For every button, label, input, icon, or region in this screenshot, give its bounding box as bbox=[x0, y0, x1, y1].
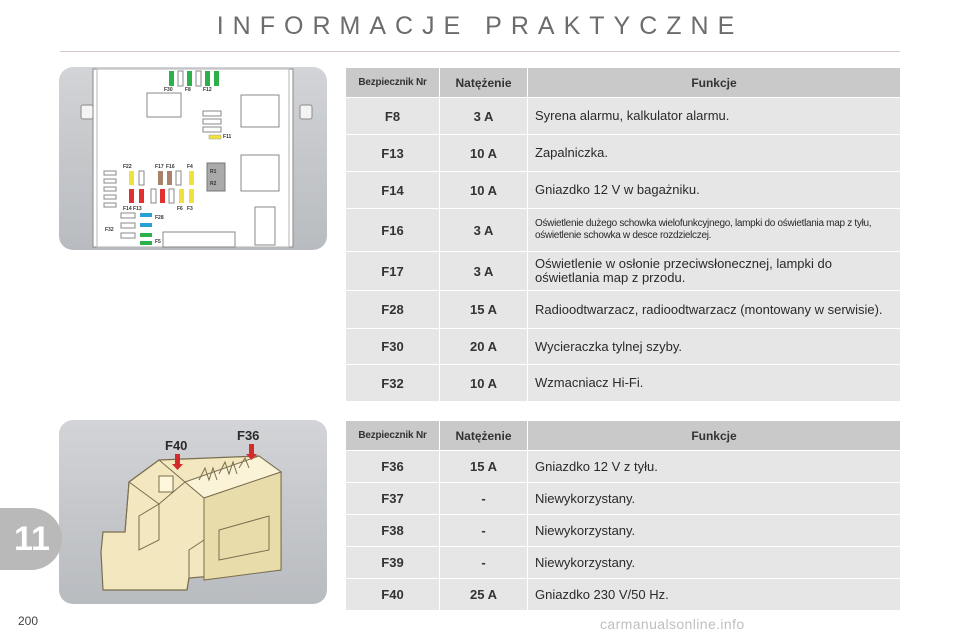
fuse-number: F32 bbox=[346, 365, 440, 402]
label-f6: F6 bbox=[177, 206, 183, 212]
table-header-row bbox=[346, 421, 901, 451]
fuse-number: F36 bbox=[346, 451, 440, 483]
column-header-fuse-number: Bezpiecznik Nr bbox=[346, 421, 440, 451]
label-f17: F17 bbox=[155, 164, 164, 170]
fuse-current: - bbox=[440, 483, 528, 515]
table-row bbox=[346, 579, 901, 611]
column-header-functions: Funkcje bbox=[528, 421, 901, 451]
fuse-number: F39 bbox=[346, 547, 440, 579]
chapter-tab bbox=[0, 508, 62, 570]
page-number: 200 bbox=[18, 614, 39, 628]
fuse-number: F17 bbox=[346, 252, 440, 291]
fuse-current: 3 A bbox=[440, 98, 528, 135]
column-header-functions: Funkcje bbox=[528, 68, 901, 98]
fuse-current: 3 A bbox=[440, 252, 528, 291]
fuse-table-dashboard bbox=[345, 67, 901, 402]
fuse-function: Oświetlenie dużego schowka wielofunkcyjnego, lampki do oświetlania map z tyłu, oświetlenie schowka w desce rozdzielczej. bbox=[528, 209, 901, 252]
fuse-function: Niewykorzystany. bbox=[528, 515, 901, 547]
fuse-number: F16 bbox=[346, 209, 440, 252]
fuse-number: F14 bbox=[346, 172, 440, 209]
table-row bbox=[346, 209, 901, 252]
fuse-function: Wycieraczka tylnej szyby. bbox=[528, 329, 901, 365]
page-title: INFORMACJE PRAKTYCZNE bbox=[216, 12, 744, 40]
fuse-table-additional bbox=[345, 420, 901, 611]
title-divider bbox=[60, 51, 900, 52]
fuse-number: F28 bbox=[346, 291, 440, 329]
label-f22: F22 bbox=[123, 164, 132, 170]
fuse-current: 25 A bbox=[440, 579, 528, 611]
label-f14: F14 bbox=[123, 206, 132, 212]
fuse-current: 10 A bbox=[440, 135, 528, 172]
fuse-current: - bbox=[440, 547, 528, 579]
fuse-function: Syrena alarmu, kalkulator alarmu. bbox=[528, 98, 901, 135]
fuse-function: Gniazdko 12 V w bagażniku. bbox=[528, 172, 901, 209]
label-f13: F13 bbox=[133, 206, 142, 212]
fuse-current: 20 A bbox=[440, 329, 528, 365]
fuse-current: 15 A bbox=[440, 291, 528, 329]
chapter-number: 11 bbox=[14, 520, 50, 558]
label-r2: R2 bbox=[210, 181, 217, 187]
fuse-function: Zapalniczka. bbox=[528, 135, 901, 172]
fuse-current: 15 A bbox=[440, 451, 528, 483]
label-f36: F36 bbox=[237, 428, 260, 443]
table-row bbox=[346, 98, 901, 135]
fuse-box-diagram-dashboard bbox=[59, 67, 327, 250]
label-f40: F40 bbox=[165, 438, 188, 453]
fuse-function: Oświetlenie w osłonie przeciwsłonecznej, lampki do oświetlania map z przodu. bbox=[528, 252, 901, 291]
column-header-current: Natężenie bbox=[440, 68, 528, 98]
relay-block bbox=[207, 163, 225, 191]
table-row bbox=[346, 547, 901, 579]
fuse-number: F37 bbox=[346, 483, 440, 515]
table-row bbox=[346, 329, 901, 365]
label-f28: F28 bbox=[155, 215, 164, 221]
label-f4: F4 bbox=[187, 164, 193, 170]
fuse-function: Niewykorzystany. bbox=[528, 483, 901, 515]
column-header-fuse-number: Bezpiecznik Nr bbox=[346, 68, 440, 98]
table-row bbox=[346, 291, 901, 329]
fuse-current: 3 A bbox=[440, 209, 528, 252]
fuse-function: Gniazdko 230 V/50 Hz. bbox=[528, 579, 901, 611]
table-header-row bbox=[346, 68, 901, 98]
label-f16: F16 bbox=[166, 164, 175, 170]
fuse-current: 10 A bbox=[440, 365, 528, 402]
table-row bbox=[346, 483, 901, 515]
fuse-current: 10 A bbox=[440, 172, 528, 209]
fuse-number: F40 bbox=[346, 579, 440, 611]
label-r1: R1 bbox=[210, 169, 217, 175]
label-f32: F32 bbox=[105, 227, 114, 233]
table-row bbox=[346, 365, 901, 402]
fuse-current: - bbox=[440, 515, 528, 547]
label-f3: F3 bbox=[187, 206, 193, 212]
fuse-number: F38 bbox=[346, 515, 440, 547]
fuse-number: F30 bbox=[346, 329, 440, 365]
table-row bbox=[346, 135, 901, 172]
fuse-function: Niewykorzystany. bbox=[528, 547, 901, 579]
table-row bbox=[346, 252, 901, 291]
label-f12: F12 bbox=[203, 87, 212, 93]
fuse-number: F13 bbox=[346, 135, 440, 172]
fuse-function: Radioodtwarzacz, radioodtwarzacz (montowany w serwisie). bbox=[528, 291, 901, 329]
label-f5: F5 bbox=[155, 239, 161, 245]
label-f8: F8 bbox=[185, 87, 191, 93]
table-row bbox=[346, 172, 901, 209]
table-row bbox=[346, 451, 901, 483]
column-header-current: Natężenie bbox=[440, 421, 528, 451]
fuse-number: F8 bbox=[346, 98, 440, 135]
label-f30: F30 bbox=[164, 87, 173, 93]
fuse-function: Wzmacniacz Hi-Fi. bbox=[528, 365, 901, 402]
watermark: carmanualsonline.info bbox=[600, 616, 745, 632]
label-f11: F11 bbox=[223, 134, 232, 140]
fuse-function: Gniazdko 12 V z tyłu. bbox=[528, 451, 901, 483]
fuse-box-diagram-additional bbox=[59, 420, 327, 604]
table-row bbox=[346, 515, 901, 547]
